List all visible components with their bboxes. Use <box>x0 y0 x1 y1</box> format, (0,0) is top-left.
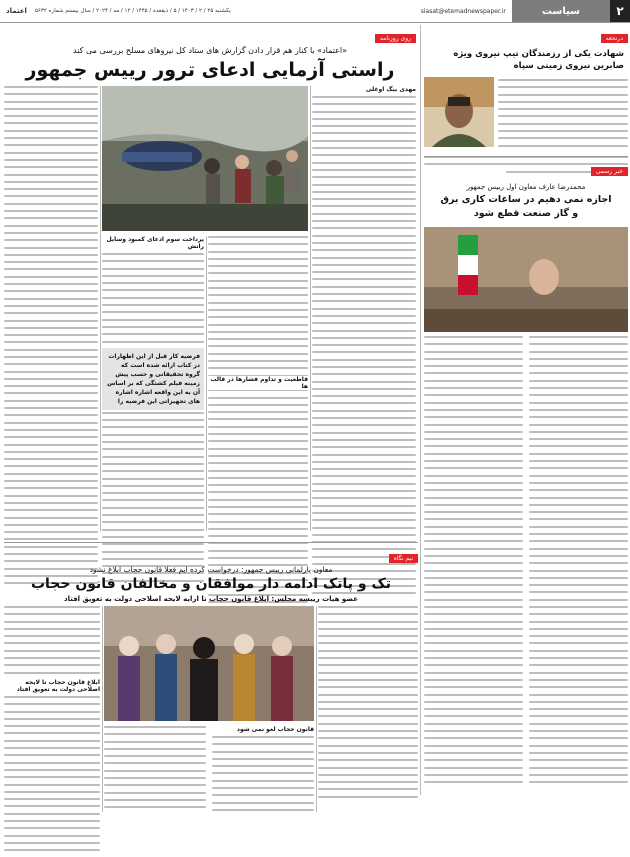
bottom-side-head-2: ابلاغ قانون حجاب تا لایحه اصلاحی دولت به تعویق افتاد <box>16 678 100 693</box>
mannequins-photo <box>104 606 314 721</box>
bottom-body-left <box>4 606 100 857</box>
page-number: ۲ <box>610 0 630 22</box>
sidebar-body <box>498 77 628 152</box>
main-byline: مهدی بیگ اوغلی <box>365 86 416 93</box>
portrait-photo <box>424 77 494 147</box>
bottom-side-head: قانون حجاب لغو نمی شود <box>236 726 314 733</box>
bottom-headline: تک و پاتک ادامه دار موافقان و مخالفان قانون حجاب <box>30 576 392 592</box>
sidebar-headline-2: اجازه نمی دهیم در ساعات کاری برق و گاز صنعت قطع شود <box>440 194 612 219</box>
main-headline: راستی آزمایی ادعای ترور رییس جمهور <box>25 59 395 81</box>
pullquote-text: فرضیه کار قبل از این اظهارات در کتاب ارائه شده است که گروه تحقیقاتی و حسب پیش زمینه فیلم کشتگی که بر اساس آن به این واقعه اشاره اشاره های تجهیزاتی این فرضیه را <box>107 352 200 405</box>
subhead-1: پرداخت سوم ادعای کمبود وسایل رانش <box>106 236 204 250</box>
bottom-body-under-photo <box>104 726 314 816</box>
sidebar-kicker-2: خبر رسمی <box>591 167 628 176</box>
main-body-left <box>4 86 98 589</box>
subhead-2: قاطعیت و تداوم فشارها در قالب ها <box>208 376 308 390</box>
section-label: سیاست <box>512 0 610 22</box>
main-body-lower <box>208 376 308 393</box>
crash-site-photo <box>102 86 308 231</box>
masthead-bar <box>0 0 630 23</box>
date-line: یکشنبه ۲۵ / ۲ / ۱۴۰۳ / ۵ / ذیقعده / ۱۴۴۵ / ۱۲ / مه / ۲۰۲۴ / سال بیستم شماره ۵۶۳۲ <box>34 8 231 14</box>
section-email: siasat@etemadnewspaper.ir <box>420 7 506 15</box>
main-kicker: روی روزنامه <box>375 34 416 43</box>
sidebar-subhead: محمدرضا عارف معاون اول رییس جمهور <box>466 183 586 191</box>
sidebar-story-2 <box>424 158 628 788</box>
bottom-subhead: عضو هیات رییسه مجلس: ابلاغ قانون حجاب تا ارایه لایحه اصلاحی دولت به تعویق افتاد <box>64 595 358 603</box>
bottom-story <box>4 545 418 604</box>
main-strap: «اعتماد» با کنار هم قرار دادن گزارش های ستاد کل نیروهای مسلح بررسی می کند <box>73 46 347 55</box>
officials-photo <box>424 227 628 332</box>
main-body-mid-left <box>102 236 204 587</box>
sidebar-headline: شهادت یکی از رزمندگان تیپ نیروی ویژه صابرین نیروی زمینی سپاه <box>453 49 624 71</box>
sidebar-kicker: درنجعه <box>601 34 628 43</box>
bottom-strap: معاون پارلمانی رییس جمهور: درخواست کرده ایم فعلا قانون حجاب ابلاغ نشود <box>89 565 333 574</box>
bottom-body-right <box>318 606 418 803</box>
pullquote-box <box>102 348 204 410</box>
bottom-kicker: نیم نگاه <box>389 554 418 563</box>
main-byline-col <box>312 86 416 599</box>
newspaper-logo: اعتماد <box>6 7 27 15</box>
